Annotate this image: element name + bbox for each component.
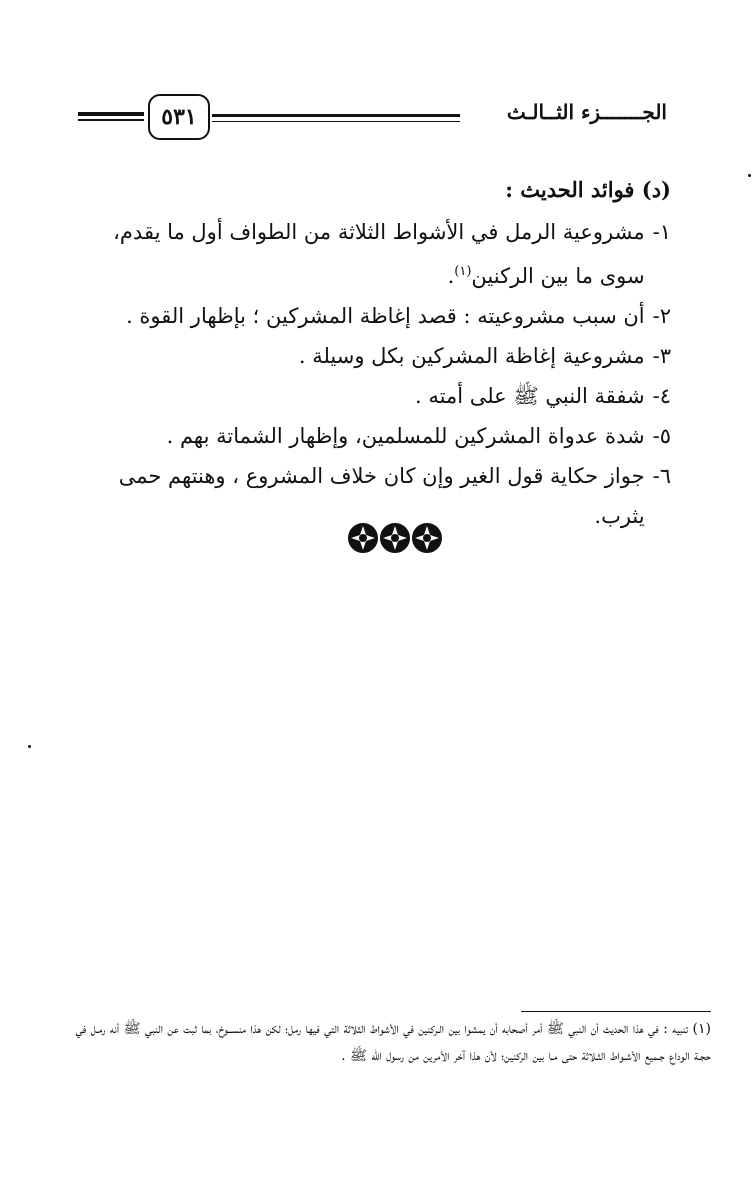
item-text: شدة عدواة المشركين للمسلمين، وإظهار الشماتة بهم . [166, 424, 645, 448]
list-item [75, 212, 671, 296]
header-rule [212, 121, 460, 122]
three-star-ornament-icon [345, 518, 445, 558]
header-rule [212, 114, 460, 117]
item-number: ٤- [652, 384, 671, 408]
footnote: (١) تنبيه : في هذا الحديث أن النبي ﷺ أمر أصحابه أن يمشوا بين الـركنين في الأشواط الثلاثة التي فيها رمل؛ لكن هذا منســوخ، بما ثبت عن النبي ﷺ أنه رمـل في حجـة الوداع جـميع الأشـواط الثـلاثة حتى مـا بين الركنين؛ لأن هذا آخر الأمرين من رسول الله ﷺ . [75, 1021, 711, 1064]
header-rule [78, 119, 144, 121]
list-item [75, 416, 671, 456]
page-number: ٥٣١ [148, 94, 210, 140]
item-end: . [447, 264, 455, 288]
scan-speck [748, 174, 751, 177]
page-header [0, 88, 755, 158]
item-text: شفقة النبي ﷺ على أمته . [415, 384, 645, 408]
item-number: ١- [652, 220, 671, 244]
item-text: جواز حكاية قول الغير وإن كان خلاف المشروع ، وهنتهم حمى يثرب. [118, 464, 645, 528]
footnote-reference[interactable]: (١) [454, 264, 472, 279]
running-head: الجـــــــزء الثــالـث [506, 100, 667, 124]
scan-speck [28, 745, 31, 748]
header-rule [78, 112, 144, 116]
item-number: ٢- [652, 304, 671, 328]
section-heading: (د) فوائد الحديث : [505, 177, 671, 202]
item-text: مشروعية إغاظة المشركين بكل وسيلة . [298, 344, 645, 368]
item-body: مشروعية الرمل في الأشواط الثلاثة من الطواف أول ما يقدم، سوى ما بين الركنين [113, 220, 645, 288]
list-item [75, 336, 671, 376]
item-text: أن سبب مشروعيته : قصد إغاظة المشركين ؛ بإظهار القوة . [126, 304, 645, 328]
list-item [75, 296, 671, 336]
footnote-separator [521, 1011, 711, 1012]
main-text [75, 170, 671, 536]
item-number: ٣- [652, 344, 671, 368]
item-number: ٥- [652, 424, 671, 448]
item-text [75, 212, 645, 296]
list-item [75, 376, 671, 416]
item-number: ٦- [652, 464, 671, 488]
